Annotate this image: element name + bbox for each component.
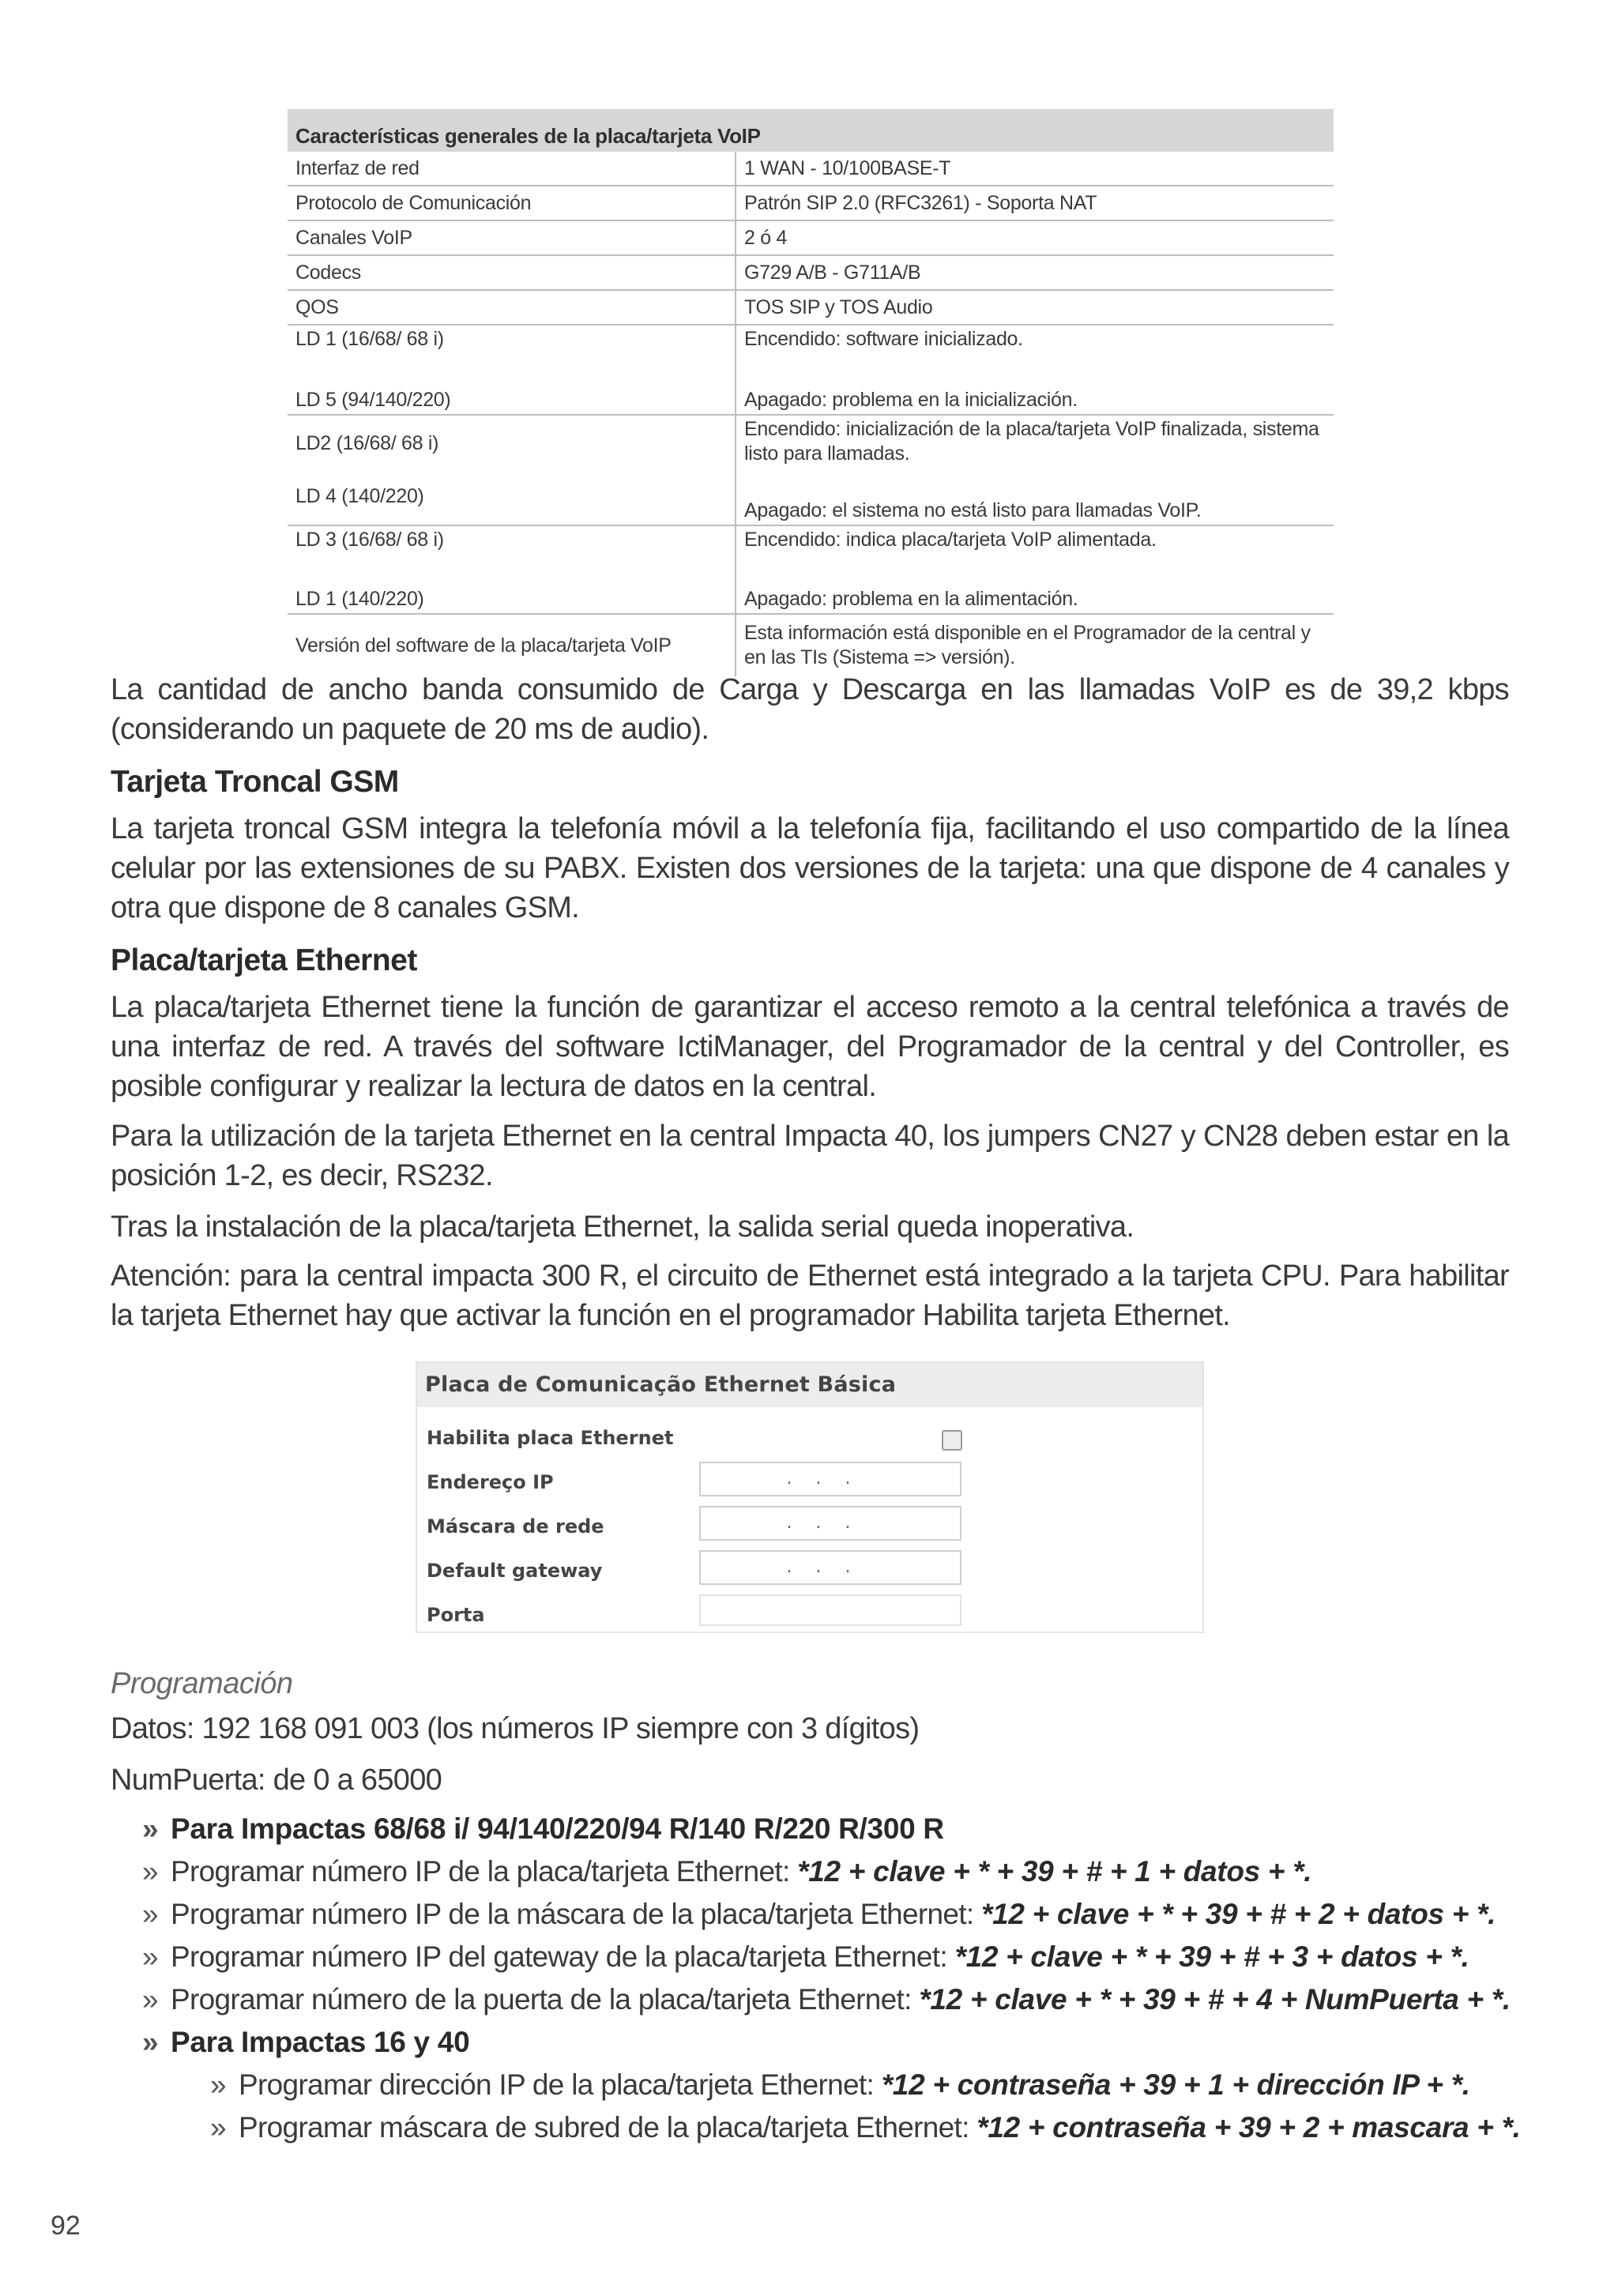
item-text: Programar número IP de la máscara de la placa/tarjeta Ethernet: — [171, 1898, 974, 1930]
bandwidth-paragraph: La cantidad de ancho banda consumido de Carga y Descarga en las llamadas VoIP es de 39,2 kbps (considerando un paquete de 20 ms de audio). — [111, 673, 1509, 746]
group-title: Para Impactas 16 y 40 — [171, 2026, 470, 2058]
row-label: Protocolo de Comunicación — [288, 186, 736, 220]
ethernet-paragraph-4: Atención: para la central impacta 300 R, el circuito de Ethernet está integrado a la tarjeta CPU. Para habilitar la tarjeta Ethernet hay que activar la función en el programador Habilita tarjeta Ethernet. — [111, 1259, 1509, 1332]
voip-spec-table — [288, 109, 1334, 676]
row-label: QOS — [288, 290, 736, 325]
led-label: LD 5 (94/140/220) — [295, 389, 451, 411]
gsm-paragraph: La tarjeta troncal GSM integra la telefonía móvil a la telefonía fija, facilitando el uso compartido de la línea celular por las extensiones de su PABX. Existen dos versiones de la tarjeta: una que dispone de 4 canales y otra que dispone de 8 canales GSM. — [111, 812, 1509, 924]
row-value: TOS SIP y TOS Audio — [736, 290, 1334, 325]
table-row — [288, 220, 1334, 255]
default-gateway-label: Default gateway — [427, 1560, 603, 1582]
list-item — [210, 2111, 1521, 2144]
group-title: Para Impactas 68/68 i/ 94/140/220/94 R/140 R/220 R/300 R — [171, 1812, 944, 1845]
table-row — [288, 525, 1334, 614]
list-item — [142, 1812, 944, 1846]
table-row — [288, 614, 1334, 676]
led-label: LD 3 (16/68/ 68 i) — [295, 529, 444, 551]
item-text: Programar número IP de la placa/tarjeta Ethernet: — [171, 1855, 790, 1888]
led-label: LD 4 (140/220) — [295, 485, 424, 507]
led-label: LD 1 (16/68/ 68 i) — [295, 328, 444, 350]
row-value: 1 WAN - 10/100BASE-T — [736, 152, 1334, 186]
list-item — [142, 1855, 1311, 1888]
row-label: Interfaz de red — [288, 152, 736, 186]
list-item — [142, 2026, 469, 2059]
port-input[interactable] — [699, 1594, 961, 1626]
datos-line: Datos: 192 168 091 003 (los números IP siempre con 3 dígitos) — [111, 1712, 920, 1745]
row-value: 2 ó 4 — [736, 220, 1334, 255]
led-label: LD 1 (140/220) — [295, 588, 424, 610]
item-command: *12 + contraseña + 39 + 1 + dirección IP + *. — [881, 2068, 1470, 2101]
bullet: » — [142, 1898, 158, 1930]
bullet: » — [142, 1812, 159, 1845]
bullet: » — [210, 2068, 226, 2101]
ethernet-paragraph-2: Para la utilización de la tarjeta Ethernet en la central Impacta 40, los jumpers CN27 y CN28 deben estar en la posición 1-2, es decir, RS232. — [111, 1120, 1509, 1192]
ethernet-paragraph-3: Tras la instalación de la placa/tarjeta Ethernet, la salida serial queda inoperativa. — [111, 1210, 1134, 1244]
row-value: Patrón SIP 2.0 (RFC3261) - Soporta NAT — [736, 186, 1334, 220]
list-item — [142, 1983, 1511, 2016]
led-value: Encendido: inicialización de la placa/tarjeta VoIP finalizada, sistema listo para llamadas. — [744, 418, 1319, 465]
bullet: » — [142, 1940, 158, 1973]
table-row — [288, 152, 1334, 186]
item-text: Programar número de la puerta de la placa/tarjeta Ethernet: — [171, 1983, 912, 2016]
ethernet-paragraph-1: La placa/tarjeta Ethernet tiene la función de garantizar el acceso remoto a la central telefónica a través de una interfaz de red. A través del software IctiManager, del Programador de la central y del Controller, es posible configurar y realizar la lectura de datos en la central. — [111, 991, 1509, 1103]
list-item — [142, 1898, 1496, 1931]
led-value: Encendido: software inicializado. — [744, 328, 1023, 350]
ip-address-label: Endereço IP — [427, 1471, 554, 1493]
table-row — [288, 325, 1334, 415]
enable-ethernet-checkbox[interactable] — [942, 1430, 962, 1451]
ip-address-input[interactable]: ... — [699, 1462, 961, 1496]
table-row — [288, 186, 1334, 220]
form-title: Placa de Comunicação Ethernet Básica — [417, 1363, 1202, 1407]
item-text: Programar número IP del gateway de la placa/tarjeta Ethernet: — [171, 1940, 947, 1973]
bullet: » — [142, 1855, 158, 1888]
default-gateway-input[interactable]: ... — [699, 1550, 961, 1585]
table-row — [288, 415, 1334, 525]
bullet: » — [142, 1983, 158, 2016]
subnet-mask-input[interactable]: ... — [699, 1506, 961, 1541]
row-label: Versión del software de la placa/tarjeta VoIP — [288, 614, 736, 676]
page-number: 92 — [51, 2211, 81, 2241]
item-command: *12 + clave + * + 39 + # + 1 + datos + *. — [797, 1855, 1312, 1888]
list-item — [142, 1940, 1469, 1974]
led-label: LD2 (16/68/ 68 i) — [295, 432, 439, 454]
gsm-heading: Tarjeta Troncal GSM — [111, 765, 399, 799]
numpuerta-line: NumPuerta: de 0 a 65000 — [111, 1763, 442, 1797]
row-value: Esta información está disponible en el Programador de la central y en las TIs (Sistema => versión). — [744, 622, 1311, 668]
table-row — [288, 290, 1334, 325]
led-value: Apagado: problema en la inicialización. — [744, 389, 1078, 411]
enable-ethernet-label: Habilita placa Ethernet — [427, 1427, 674, 1449]
item-command: *12 + clave + * + 39 + # + 3 + datos + *. — [954, 1940, 1469, 1973]
subnet-mask-label: Máscara de rede — [427, 1515, 604, 1538]
row-value: G729 A/B - G711A/B — [736, 255, 1334, 290]
bullet: » — [142, 2026, 159, 2058]
table-header: Características generales de la placa/tarjeta VoIP — [288, 109, 1334, 152]
led-value: Apagado: el sistema no está listo para llamadas VoIP. — [744, 499, 1202, 521]
list-item — [210, 2068, 1470, 2102]
item-command: *12 + contraseña + 39 + 2 + mascara + *. — [976, 2111, 1521, 2144]
item-text: Programar máscara de subred de la placa/tarjeta Ethernet: — [239, 2111, 969, 2144]
table-row — [288, 255, 1334, 290]
row-label: Codecs — [288, 255, 736, 290]
ethernet-config-form — [416, 1361, 1204, 1633]
port-label: Porta — [427, 1604, 485, 1626]
ethernet-heading: Placa/tarjeta Ethernet — [111, 943, 417, 977]
item-text: Programar dirección IP de la placa/tarjeta Ethernet: — [239, 2068, 875, 2101]
item-command: *12 + clave + * + 39 + # + 4 + NumPuerta + *. — [919, 1983, 1511, 2016]
led-value: Encendido: indica placa/tarjeta VoIP alimentada. — [744, 529, 1157, 551]
programming-label: Programación — [111, 1667, 293, 1700]
item-command: *12 + clave + * + 39 + # + 2 + datos + *. — [981, 1898, 1496, 1930]
led-value: Apagado: problema en la alimentación. — [744, 588, 1078, 610]
bullet: » — [210, 2111, 226, 2144]
row-label: Canales VoIP — [288, 220, 736, 255]
